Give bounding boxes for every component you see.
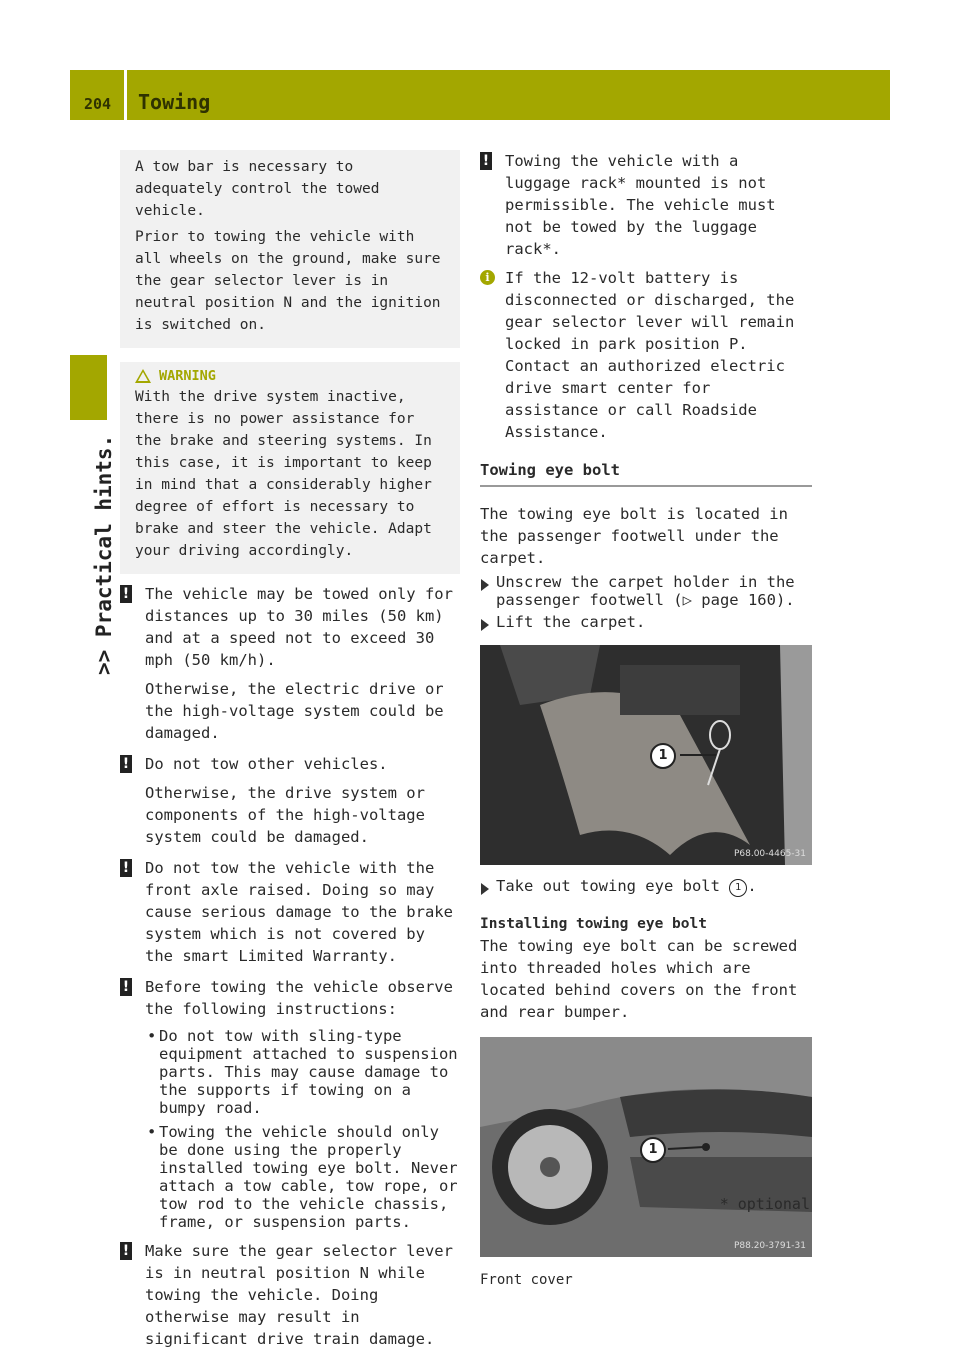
note-text: Do not tow other vehicles. — [145, 755, 388, 773]
page-title: Towing — [138, 90, 211, 114]
note-text: Make sure the gear selector lever is in neutral position N while towing the vehicle. Doing otherwise may result in significant drive train damage. — [145, 1242, 453, 1348]
subheading: Installing towing eye bolt — [480, 916, 707, 932]
warning-text: With the drive system inactive, there is no power assistance for the brake and steering systems. In this case, it is important to keep in mind that a considerably higher degree of effort is necessary to brake and steer the vehicle. Adapt your driving accordingly. — [135, 389, 432, 559]
bullet-item: • Do not tow with sling-type equipment attached to suspension parts. This may cause damage to the supports if towing on a bumpy road. — [145, 1027, 460, 1117]
footer-optional-note: * optional — [719, 1195, 810, 1213]
note-text: Otherwise, the drive system or components of the high-voltage system could be damaged. — [145, 784, 425, 846]
exclamation-icon: ! — [480, 152, 492, 170]
intro-box — [120, 150, 460, 348]
installing-text: The towing eye bolt can be screwed into threaded holes which are located behind covers on the front and rear bumper. — [480, 937, 798, 1021]
callout-1: 1 — [650, 743, 676, 769]
exclamation-icon: ! — [120, 585, 132, 603]
section-intro: The towing eye bolt is located in the passenger footwell under the carpet. — [480, 505, 788, 567]
note-text: Towing the vehicle with a luggage rack* mounted is not permissible. The vehicle must not be towed by the luggage rack*. — [505, 152, 776, 258]
step-text: Take out towing eye bolt — [496, 877, 720, 895]
note — [120, 976, 460, 1231]
step-item: Take out towing eye bolt 1 . — [480, 877, 812, 897]
front-bumper-photo — [480, 1037, 812, 1257]
exclamation-icon: ! — [120, 1242, 132, 1260]
header-divider — [124, 70, 127, 120]
note-text: Before towing the vehicle observe the following instructions: — [145, 978, 453, 1018]
section-side-label: >> Practical hints. — [92, 434, 116, 675]
figure-code: P88.20-3791-31 — [733, 1241, 806, 1251]
step-item: Lift the carpet. — [480, 613, 812, 631]
footwell-illustration — [480, 645, 812, 865]
footwell-photo — [480, 645, 812, 865]
side-tab — [70, 355, 107, 420]
section-heading: Towing eye bolt — [480, 461, 812, 487]
callout-1: 1 — [640, 1137, 666, 1163]
note — [120, 1240, 460, 1350]
figure-caption: Front cover — [480, 1272, 573, 1288]
intro-paragraph: A tow bar is necessary to adequately control the towed vehicle. — [135, 159, 380, 219]
info-text: If the 12-volt battery is disconnected or discharged, the gear selector lever will remain locked in park position P. Contact an authorized electric drive smart center for assistance or call Roadside Assistance. — [505, 269, 795, 441]
info-icon: i — [480, 270, 495, 285]
callout-1-inline: 1 — [729, 879, 747, 897]
page-number: 204 — [84, 95, 112, 113]
note — [120, 583, 460, 744]
note-text: The vehicle may be towed only for distances up to 30 miles (50 km) and at a speed not to exceed 30 mph (50 km/h). — [145, 585, 453, 669]
note-text: Do not tow the vehicle with the front axle raised. Doing so may cause serious damage to the brake system which is not covered by the smart Limited Warranty. — [145, 859, 453, 965]
note — [120, 857, 460, 967]
right-column — [480, 150, 812, 1291]
note — [120, 753, 460, 848]
warning-heading — [135, 368, 448, 384]
left-column — [120, 150, 460, 1357]
figure-code: P68.00-4465-31 — [733, 849, 806, 859]
bullet-item: • Towing the vehicle should only be done using the properly installed towing eye bolt. Never attach a tow cable, tow rope, or tow rod to the vehicle chassis, frame, or suspension parts. — [145, 1123, 460, 1231]
note — [480, 150, 812, 260]
exclamation-icon: ! — [120, 755, 132, 773]
warning-title: WARNING — [159, 368, 216, 384]
exclamation-icon: ! — [120, 859, 132, 877]
warning-box — [120, 362, 460, 574]
exclamation-icon: ! — [120, 978, 132, 996]
warning-triangle-icon — [135, 369, 151, 383]
info-note — [480, 267, 812, 443]
step-item: Unscrew the carpet holder in the passenger footwell (▷ page 160). — [480, 573, 812, 609]
note-text: Otherwise, the electric drive or the high-voltage system could be damaged. — [145, 680, 444, 742]
intro-paragraph: Prior to towing the vehicle with all wheels on the ground, make sure the gear selector lever is in neutral position N and the ignition is switched on. — [135, 229, 441, 333]
